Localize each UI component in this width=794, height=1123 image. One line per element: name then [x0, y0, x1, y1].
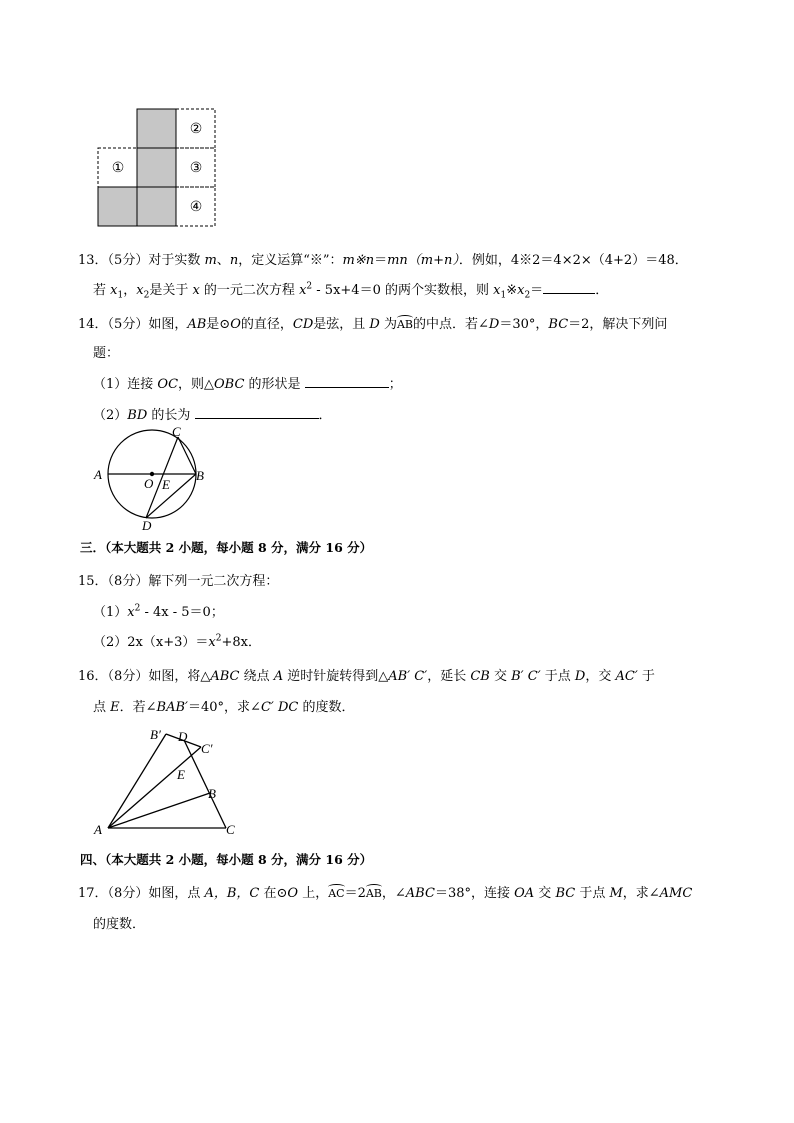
fig16-label-e: E [177, 767, 185, 782]
q13-line1: 13．（5分）对于实数 m、n，定义运算“※”：m※n＝mn（m+n）．例如，4※2＝4×2×（4+2）＝48． [78, 253, 688, 268]
section-3-heading: 三．（本大题共 2 小题，每小题 8 分，满分 16 分） [80, 540, 373, 555]
seg-a-b [108, 793, 210, 828]
q14-sub2-blank[interactable] [195, 418, 319, 419]
q14-sub1-blank[interactable] [305, 387, 389, 388]
fig14-label-o: O [144, 476, 154, 491]
seg-a-bp [108, 734, 166, 828]
fig14-label-e: E [162, 477, 170, 492]
fig16-label-c: C [226, 822, 235, 837]
q13-line2: 若 $x_1$，$x_2$是关于 x 的一元二次方程 $x^2 - 5x+4=0$ 的两个实数根，则 $x_1※x_2=$ ． [93, 281, 609, 301]
q14-sub2: （2）BD 的长为 ． [93, 408, 332, 423]
q14-number: 14． [78, 317, 108, 332]
grid-label-2: ② [189, 122, 203, 137]
q13-number: 13． [78, 253, 108, 268]
fig14-label-b: B [196, 468, 204, 483]
chord-bc [178, 437, 196, 474]
arc-ab-q17: AB [365, 887, 382, 900]
fig14-label-d: D [142, 518, 152, 533]
chord-bd [146, 474, 196, 518]
rotation-figure [90, 722, 240, 840]
q16-number: 16． [78, 669, 108, 684]
arc-ab: AB [396, 318, 414, 331]
arc-ac: AC [328, 887, 345, 900]
circle-figure [90, 426, 210, 534]
fig16-label-bp: B′ [150, 727, 161, 742]
q15-number: 15． [78, 574, 108, 589]
q17-line1: 17．（8分）如图，点 A，B，C 在⊙O 上，AC＝2AB，∠ABC＝38°，连接 OA 交 BC 于点 M，求∠AMC [78, 886, 693, 901]
grid-label-3: ③ [189, 161, 203, 176]
q16-line2: 点 E．若∠BAB′＝40°，求∠C′ DC 的度数． [93, 700, 355, 715]
grid-label-1: ① [111, 161, 125, 176]
q13-answer-blank[interactable] [543, 293, 595, 294]
q14-line2: 题： [93, 346, 120, 361]
q14-sub1: （1）连接 OC，则△OBC 的形状是 ； [93, 377, 402, 392]
q15-part1: $(1)x^2 - 4x - 5=0$； [93, 603, 224, 620]
q16-line1: 16．（8分）如图，将△ABC 绕点 A 逆时针旋转得到△AB′ C′，延长 CB 交 B′ C′ 于点 D，交 AC′ 于 [78, 669, 655, 684]
section-4-heading: 四、（本大题共 2 小题，每小题 8 分，满分 16 分） [80, 852, 373, 867]
grid-figure [96, 106, 220, 230]
q17-line2: 的度数． [93, 917, 146, 932]
q17-number: 17． [78, 886, 108, 901]
fig16-label-cp: C′ [201, 741, 213, 756]
fig14-label-c: C [172, 426, 181, 439]
fig16-label-d: D [178, 729, 188, 744]
q14-line1: 14．（5分）如图，AB是⊙O的直径，CD是弦，且 D 为AB的中点．若∠D＝30°，BC＝2，解决下列问 [78, 317, 668, 332]
q15-part2: $(2)2x(x+3)=x^2+8x$． [93, 633, 261, 650]
fig16-label-a: A [94, 822, 102, 837]
grid-label-4: ④ [189, 200, 203, 215]
seg-a-cp [108, 747, 201, 828]
fig16-label-b: B [208, 786, 216, 801]
fig14-label-a: A [94, 467, 102, 482]
q15-line1: 15．（8分）解下列一元二次方程： [78, 574, 279, 589]
